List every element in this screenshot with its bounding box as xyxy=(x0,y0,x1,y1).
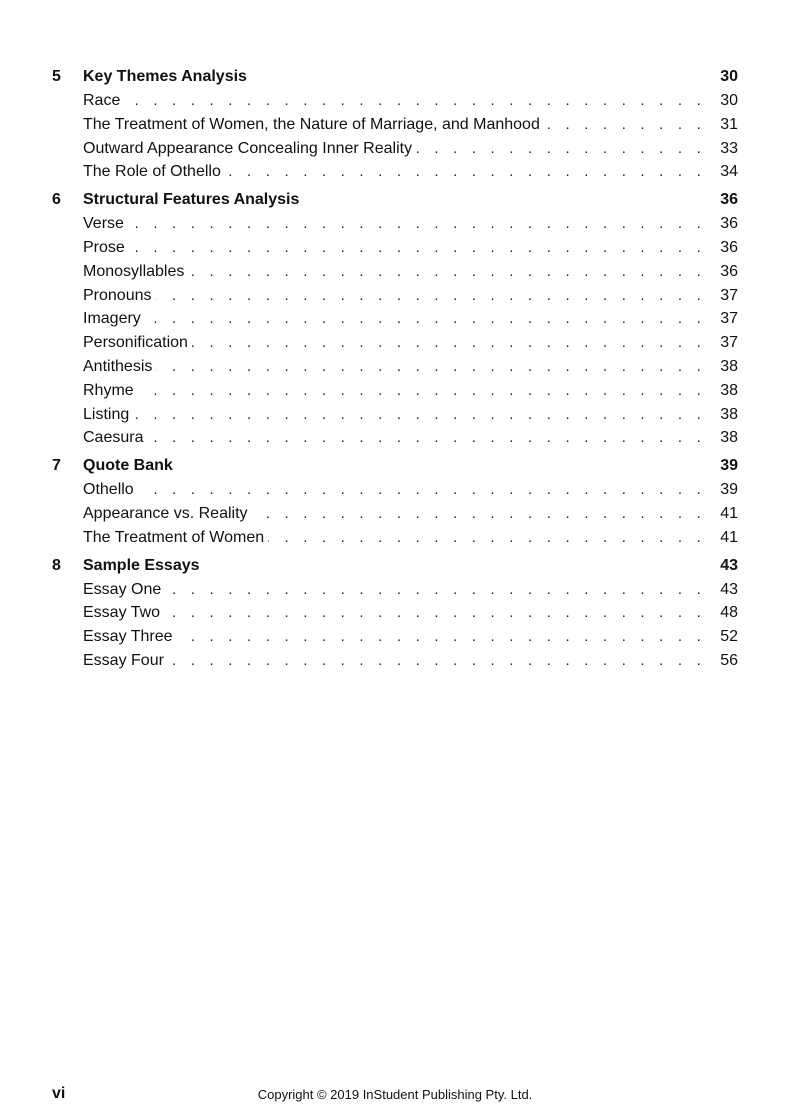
entry-page-number: 38 xyxy=(720,405,738,423)
dot-leader xyxy=(145,310,712,327)
entry-title: Verse xyxy=(83,215,124,233)
entry-page-number: 38 xyxy=(720,381,738,399)
section-heading[interactable] xyxy=(52,191,738,215)
entry-title: Essay Four xyxy=(83,651,164,669)
entry-title: Caesura xyxy=(83,429,144,447)
dot-leader xyxy=(252,505,712,522)
section-title: Structural Features Analysis xyxy=(83,191,300,209)
entry-title: The Role of Othello xyxy=(83,163,221,181)
dot-leader xyxy=(124,92,712,109)
entry-page-number: 37 xyxy=(720,310,738,328)
section-page-number: 30 xyxy=(720,68,738,85)
entry-title: Appearance vs. Reality xyxy=(83,504,248,522)
dot-leader xyxy=(164,604,712,621)
entry-page-number: 56 xyxy=(720,651,738,669)
entry-page-number: 34 xyxy=(720,163,738,181)
toc-entry[interactable] xyxy=(52,505,738,529)
entry-title: Prose xyxy=(83,238,125,256)
dot-leader xyxy=(156,287,713,304)
section-heading[interactable] xyxy=(52,68,738,92)
entry-page-number: 36 xyxy=(720,215,738,233)
entry-title: Personification xyxy=(83,334,188,352)
toc-entry[interactable] xyxy=(52,628,738,652)
toc-entry[interactable] xyxy=(52,310,738,334)
entry-title: Rhyme xyxy=(83,381,134,399)
section-title: Quote Bank xyxy=(83,457,173,475)
dot-leader xyxy=(147,429,712,446)
section-number: 6 xyxy=(52,191,61,209)
toc-entry[interactable] xyxy=(52,382,738,406)
section-title: Sample Essays xyxy=(83,556,200,574)
dot-leader xyxy=(192,334,712,351)
entry-page-number: 41 xyxy=(720,528,738,546)
entry-page-number: 37 xyxy=(720,334,738,352)
toc-entry[interactable] xyxy=(52,140,738,164)
entry-title: Pronouns xyxy=(83,286,152,304)
entry-page-number: 37 xyxy=(720,286,738,304)
dot-leader xyxy=(225,163,712,180)
toc-entry[interactable] xyxy=(52,358,738,382)
toc-entry[interactable] xyxy=(52,116,738,140)
toc-section xyxy=(52,557,738,676)
entry-title: The Treatment of Women xyxy=(83,528,265,546)
toc-section xyxy=(52,457,738,552)
entry-page-number: 48 xyxy=(720,604,738,622)
toc-entry[interactable] xyxy=(52,92,738,116)
toc-entry[interactable] xyxy=(52,239,738,263)
section-number: 5 xyxy=(52,68,61,85)
entry-page-number: 36 xyxy=(720,262,738,280)
dot-leader xyxy=(138,481,712,498)
dot-leader xyxy=(188,263,712,280)
entry-page-number: 38 xyxy=(720,429,738,447)
toc-section xyxy=(52,68,738,187)
entry-page-number: 31 xyxy=(720,115,738,133)
entry-title: Essay Two xyxy=(83,604,161,622)
entry-title: The Treatment of Women, the Nature of Marriage, and Manhood xyxy=(83,115,540,133)
dot-leader xyxy=(544,116,712,133)
toc-entry[interactable] xyxy=(52,581,738,605)
toc-entry[interactable] xyxy=(52,604,738,628)
toc-entry[interactable] xyxy=(52,287,738,311)
entry-title: Othello xyxy=(83,481,134,499)
section-number: 8 xyxy=(52,556,61,574)
toc-entry[interactable] xyxy=(52,406,738,430)
entry-title: Race xyxy=(83,92,121,109)
section-heading[interactable] xyxy=(52,557,738,581)
entry-title: Essay One xyxy=(83,580,162,598)
dot-leader xyxy=(156,358,712,375)
entry-title: Listing xyxy=(83,405,130,423)
entry-page-number: 41 xyxy=(720,504,738,522)
dot-leader xyxy=(165,581,712,598)
entry-page-number: 52 xyxy=(720,628,738,646)
toc-entry[interactable] xyxy=(52,215,738,239)
entry-page-number: 33 xyxy=(720,139,738,157)
toc-entry[interactable] xyxy=(52,529,738,553)
toc-entry[interactable] xyxy=(52,652,738,676)
section-page-number: 39 xyxy=(720,457,738,475)
entry-title: Imagery xyxy=(83,310,141,328)
toc-section xyxy=(52,191,738,453)
dot-leader xyxy=(177,628,712,645)
entry-page-number: 39 xyxy=(720,481,738,499)
dot-leader xyxy=(268,529,712,546)
section-heading[interactable] xyxy=(52,457,738,481)
toc-entry[interactable] xyxy=(52,334,738,358)
entry-page-number: 30 xyxy=(720,92,738,109)
page-number: vi xyxy=(52,1085,66,1102)
table-of-contents xyxy=(52,68,738,680)
dot-leader xyxy=(133,406,712,423)
toc-entry[interactable] xyxy=(52,263,738,287)
section-page-number: 43 xyxy=(720,556,738,574)
entry-title: Outward Appearance Concealing Inner Reality xyxy=(83,139,413,157)
copyright-notice: Copyright © 2019 InStudent Publishing Pty. Ltd. xyxy=(257,1087,533,1102)
entry-page-number: 36 xyxy=(720,238,738,256)
entry-page-number: 43 xyxy=(720,580,738,598)
dot-leader xyxy=(416,140,712,157)
entry-page-number: 38 xyxy=(720,357,738,375)
section-title: Key Themes Analysis xyxy=(83,68,247,85)
entry-title: Monosyllables xyxy=(83,262,185,280)
entry-title: Essay Three xyxy=(83,628,173,646)
section-page-number: 36 xyxy=(720,191,738,209)
toc-entry[interactable] xyxy=(52,481,738,505)
toc-entry[interactable] xyxy=(52,163,738,187)
dot-leader xyxy=(129,239,712,256)
toc-entry[interactable] xyxy=(52,429,738,453)
dot-leader xyxy=(168,652,712,669)
dot-leader xyxy=(138,382,712,399)
dot-leader xyxy=(128,215,712,232)
section-number: 7 xyxy=(52,457,61,475)
entry-title: Antithesis xyxy=(83,357,153,375)
